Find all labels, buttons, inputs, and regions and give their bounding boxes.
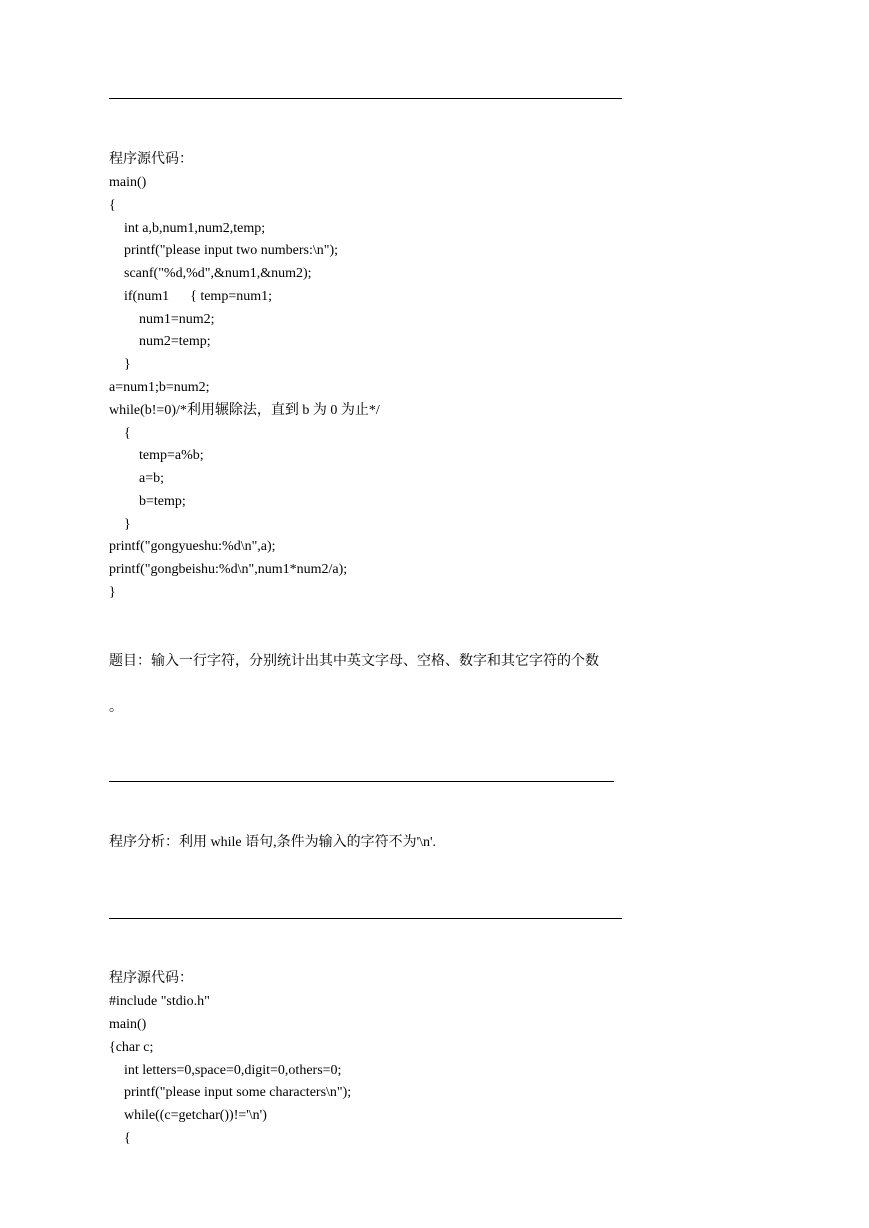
section-heading: 程序源代码：: [109, 971, 193, 986]
code-line: printf("please input some characters\n");: [124, 1085, 352, 1100]
code-line: while(b!=0)/*利用辗除法，直到 b 为 0 为止*/: [109, 403, 380, 418]
code-line: while((c=getchar())!='\n'): [124, 1108, 267, 1123]
analysis-text: 程序分析：利用 while 语句,条件为输入的字符不为'\n'.: [109, 835, 437, 850]
code-line: main(): [109, 1017, 147, 1032]
code-line: printf("gongyueshu:%d\n",a);: [109, 539, 276, 554]
code-line: temp=a%b;: [139, 448, 204, 463]
section-heading: 程序源代码：: [109, 152, 193, 167]
code-line: b=temp;: [139, 494, 186, 509]
separator-rule: [109, 918, 622, 919]
separator-rule: [109, 781, 614, 782]
code-line: int letters=0,space=0,digit=0,others=0;: [124, 1063, 342, 1078]
code-line: scanf("%d,%d",&num1,&num2);: [124, 266, 312, 281]
code-line: num2=temp;: [139, 334, 211, 349]
code-line: printf("please input two numbers:\n");: [124, 243, 338, 258]
code-line: if(num1 { temp=num1;: [124, 289, 272, 304]
code-line: }: [124, 517, 131, 532]
code-line: num1=num2;: [139, 312, 215, 327]
code-line: int a,b,num1,num2,temp;: [124, 221, 266, 236]
problem-title: 题目：输入一行字符，分别统计出其中英文字母、空格、数字和其它字符的个数: [109, 654, 599, 669]
code-line: {: [124, 1131, 131, 1146]
code-line: {char c;: [109, 1040, 154, 1055]
separator-rule: [109, 98, 622, 99]
code-line: }: [124, 357, 131, 372]
code-line: #include "stdio.h": [109, 994, 210, 1009]
problem-title-end: 。: [109, 700, 123, 715]
code-line: }: [109, 585, 116, 600]
code-line: a=b;: [139, 471, 164, 486]
code-line: a=num1;b=num2;: [109, 380, 210, 395]
code-line: {: [124, 426, 131, 441]
code-line: {: [109, 198, 116, 213]
code-line: main(): [109, 175, 147, 190]
code-line: printf("gongbeishu:%d\n",num1*num2/a);: [109, 562, 348, 577]
